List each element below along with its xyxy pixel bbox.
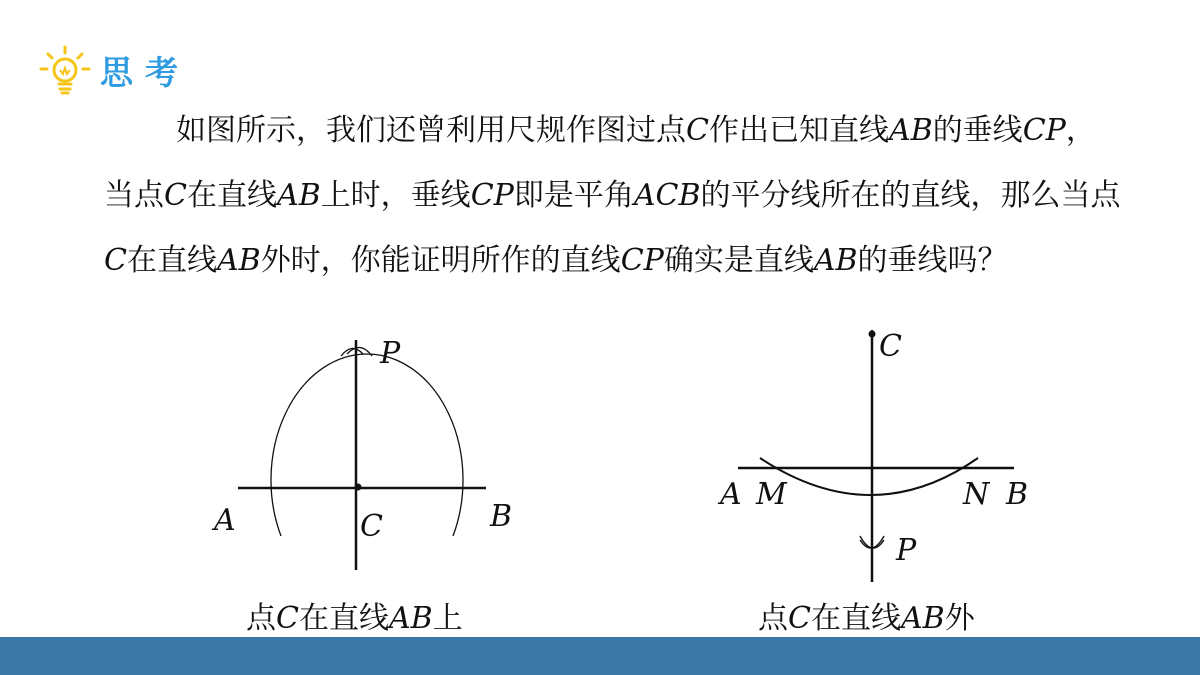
label-a: A [720, 477, 742, 512]
paragraph-segment: CP [470, 178, 514, 213]
figure-point-on-line [200, 330, 520, 590]
paragraph-segment: ACB [633, 178, 701, 213]
caption-right [758, 593, 975, 637]
point-c-dot [869, 331, 876, 338]
paragraph-segment: 确实是直线 [663, 243, 814, 278]
caption-left-segment: 上 [432, 601, 463, 636]
paragraph-segment: AB [216, 243, 261, 278]
paragraph-segment: C [104, 243, 127, 278]
paragraph-segment: AB [888, 113, 933, 148]
heading-title: 思考 [100, 52, 190, 92]
lightbulb-icon [36, 44, 94, 96]
paragraph-segment: AB [813, 243, 858, 278]
paragraph-segment: CP [1022, 113, 1066, 148]
paragraph-segment: AB [276, 178, 321, 213]
label-c: C [360, 509, 383, 544]
label-m: M [756, 477, 787, 512]
paragraph-segment: 外时，你能证明所作的直线 [260, 243, 621, 278]
paragraph-segment: C [686, 113, 709, 148]
caption-left-segment: AB [388, 601, 433, 636]
caption-right-segment: AB [900, 601, 945, 636]
paragraph-segment: 在直线 [126, 243, 217, 278]
paragraph-segment: ，当点 [104, 113, 1096, 213]
caption-left-segment: 在直线 [298, 601, 389, 636]
figure-point-off-line [712, 320, 1052, 590]
point-c-dot [355, 484, 362, 491]
question-paragraph [104, 98, 1124, 293]
label-p: P [380, 336, 401, 371]
label-b: B [490, 499, 513, 534]
paragraph-segment: 如图所示，我们还曾利用尺规作图过点 [176, 113, 686, 148]
paragraph-segment: 的平分线所在的直线，那么当点 [700, 178, 1121, 213]
caption-right-segment: 外 [944, 601, 975, 636]
label-n: N [963, 477, 990, 512]
footer-bar [0, 637, 1200, 675]
paragraph-segment: C [164, 178, 187, 213]
paragraph-segment: 在直线 [186, 178, 277, 213]
construction-arc [760, 458, 978, 495]
label-a: A [214, 503, 236, 538]
caption-left-segment: 点 [246, 601, 276, 636]
caption-left-segment: C [276, 601, 299, 636]
label-p: P [896, 533, 917, 568]
paragraph-segment: 的垂线吗？ [857, 243, 1008, 278]
caption-left [246, 593, 463, 637]
label-b: B [1006, 477, 1029, 512]
caption-right-segment: 在直线 [810, 601, 901, 636]
paragraph-segment: 即是平角 [513, 178, 634, 213]
caption-right-segment: 点 [758, 601, 788, 636]
paragraph-segment: 作出已知直线 [708, 113, 889, 148]
section-heading [36, 44, 190, 96]
paragraph-segment: 上时，垂线 [320, 178, 471, 213]
label-c: C [879, 329, 902, 364]
paragraph-segment: 的垂线 [932, 113, 1023, 148]
caption-right-segment: C [788, 601, 811, 636]
paragraph-segment: CP [620, 243, 664, 278]
